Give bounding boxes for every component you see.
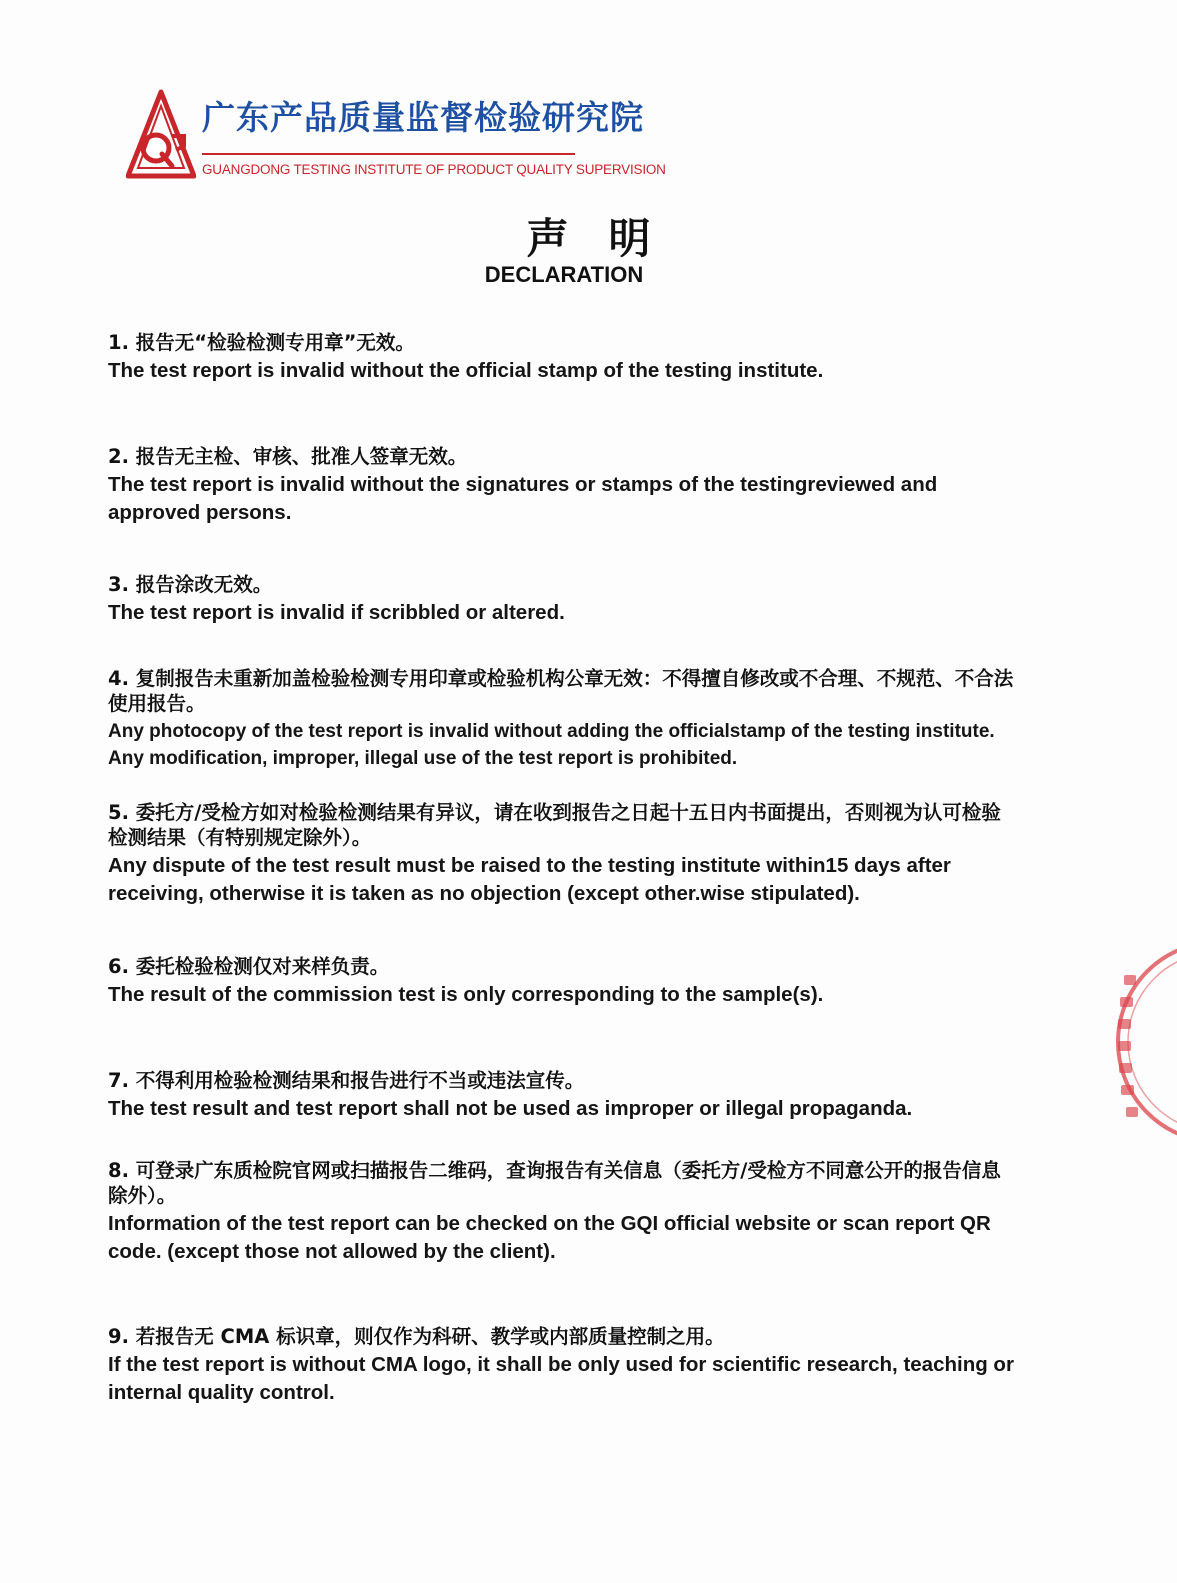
declaration-item-5: [108, 800, 1018, 908]
declaration-item-en: The result of the commission test is only corresponding to the sample(s).: [108, 983, 824, 1006]
header-divider: [202, 153, 575, 155]
declaration-item-en: The test result and test report shall not be used as improper or illegal propaganda.: [108, 1097, 913, 1120]
declaration-item-cn: 4. 复制报告未重新加盖检验检测专用印章或检验机构公章无效：不得擅自修改或不合理、不规范、不合法使用报告。: [108, 667, 1014, 715]
declaration-item-cn: 8. 可登录广东质检院官网或扫描报告二维码，查询报告有关信息（委托方/受检方不同意公开的报告信息除外）。: [108, 1159, 1001, 1207]
declaration-item-7: [108, 1068, 1018, 1123]
declaration-item-cn: 6. 委托检验检测仅对来样负责。: [108, 955, 390, 978]
declaration-item-en: Information of the test report can be checked on the GQI official website or scan report QR code. (except those not allowed by the client).: [108, 1212, 991, 1263]
declaration-item-6: [108, 954, 1018, 1009]
red-official-seal-icon: [1110, 935, 1177, 1150]
gqi-triangle-logo-icon: [126, 88, 196, 180]
declaration-item-4: [108, 666, 1018, 772]
declaration-item-en: The test report is invalid if scribbled or altered.: [108, 601, 565, 624]
institute-name-cn: 广东产品质量监督检验研究院: [202, 98, 644, 137]
declaration-item-3: [108, 572, 1018, 627]
declaration-item-cn: 9. 若报告无 CMA 标识章，则仅作为科研、教学或内部质量控制之用。: [108, 1325, 725, 1348]
declaration-item-en: Any dispute of the test result must be raised to the testing institute within15 days after receiving, otherwise it is taken as no objection (except other.wise stipulated).: [108, 854, 951, 905]
declaration-item-en: The test report is invalid without the official stamp of the testing institute.: [108, 359, 824, 382]
declaration-item-1: [108, 330, 1018, 385]
declaration-item-2: [108, 444, 1018, 527]
declaration-item-cn: 2. 报告无主检、审核、批准人签章无效。: [108, 445, 468, 468]
page-title-en: DECLARATION: [484, 262, 644, 287]
declaration-item-en: The test report is invalid without the signatures or stamps of the testingreviewed and approved persons.: [108, 473, 938, 524]
declaration-item-en: If the test report is without CMA logo, it shall be only used for scientific research, teaching or internal quality control.: [108, 1353, 1014, 1404]
institute-header: [126, 88, 666, 188]
declaration-item-en: Any photocopy of the test report is invalid without adding the officialstamp of the testing institute. Any modification, improper, illegal use of the test report is prohibited.: [108, 721, 995, 769]
declaration-item-cn: 1. 报告无“检验检测专用章”无效。: [108, 331, 415, 354]
declaration-item-cn: 5. 委托方/受检方如对检验检测结果有异议，请在收到报告之日起十五日内书面提出，否则视为认可检验检测结果（有特别规定除外）。: [108, 801, 1001, 849]
declaration-item-9: [108, 1324, 1018, 1407]
declaration-item-8: [108, 1158, 1018, 1266]
declaration-item-cn: 3. 报告涂改无效。: [108, 573, 273, 596]
institute-name-en: GUANGDONG TESTING INSTITUTE OF PRODUCT QUALITY SUPERVISION: [202, 162, 666, 177]
page-title-cn: 声明: [526, 214, 691, 263]
declaration-item-cn: 7. 不得利用检验检测结果和报告进行不当或违法宣传。: [108, 1069, 585, 1092]
